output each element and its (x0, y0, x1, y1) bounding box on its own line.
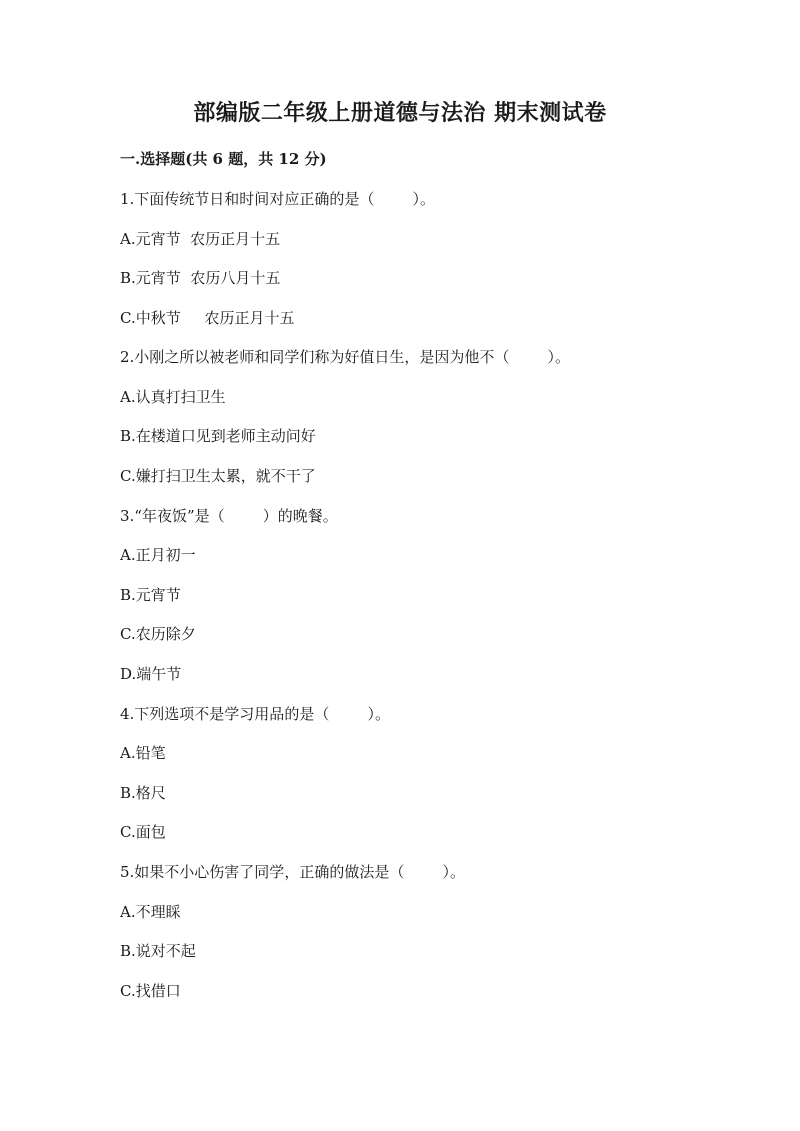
question-3-option-a: A.正月初一 (120, 546, 196, 564)
question-4-option-c: C.面包 (120, 823, 166, 841)
question-5-option-a: A.不理睬 (120, 903, 181, 921)
question-1-option-c: C.中秋节 农历正月十五 (120, 309, 295, 327)
question-3-option-b: B.元宵节 (120, 586, 181, 604)
question-4-option-b: B.格尺 (120, 784, 166, 802)
question-5-stem: 5.如果不小心伤害了同学，正确的做法是（ ）。 (120, 863, 465, 881)
question-3-option-d: D.端午节 (120, 665, 182, 683)
question-2-stem: 2.小刚之所以被老师和同学们称为好值日生，是因为他不（ ）。 (120, 348, 570, 366)
question-5-option-c: C.找借口 (120, 982, 181, 1000)
question-4-option-a: A.铅笔 (120, 744, 166, 762)
section-heading: 一.选择题(共 6 题，共 12 分) (120, 150, 327, 168)
question-3-option-c: C.农历除夕 (120, 625, 196, 643)
question-2-option-a: A.认真打扫卫生 (120, 388, 226, 406)
question-3-stem: 3.“年夜饭”是（ ）的晚餐。 (120, 507, 338, 525)
question-1-option-b: B.元宵节 农历八月十五 (120, 269, 281, 287)
question-2-option-b: B.在楼道口见到老师主动问好 (120, 427, 316, 445)
question-2-option-c: C.嫌打扫卫生太累，就不干了 (120, 467, 316, 485)
question-5-option-b: B.说对不起 (120, 942, 196, 960)
question-1-stem: 1.下面传统节日和时间对应正确的是（ ）。 (120, 190, 435, 208)
page-title: 部编版二年级上册道德与法治 期末测试卷 (193, 100, 607, 126)
question-1-option-a: A.元宵节 农历正月十五 (120, 230, 281, 248)
question-4-stem: 4.下列选项不是学习用品的是（ ）。 (120, 705, 390, 723)
